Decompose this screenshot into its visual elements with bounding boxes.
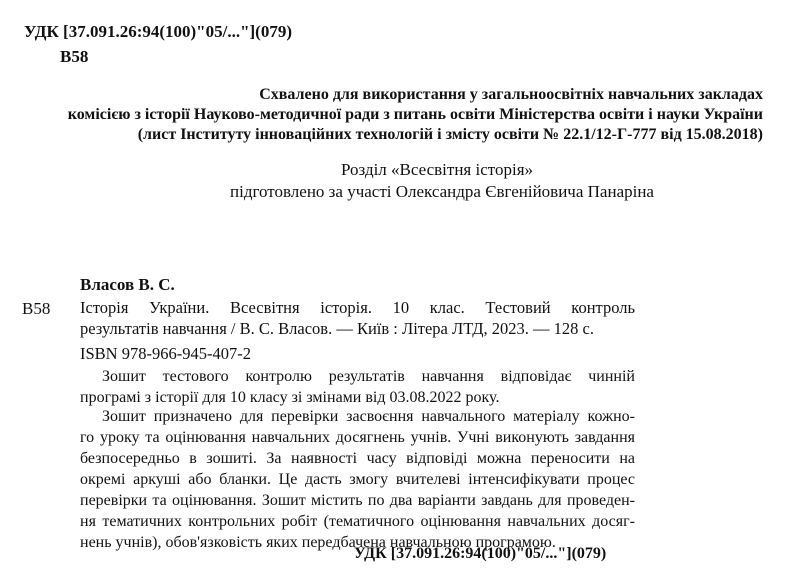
section-title: Розділ «Всесвітня історія»	[341, 160, 534, 179]
annotation-line: ня тематичних контрольних робіт (тематичного оцінювання навчальних досяг-	[80, 513, 635, 530]
annotation-line: го уроку та оцінювання навчальних досягнень учнів. Учні виконують завдання	[80, 429, 635, 446]
annotation-line: окремі аркуші або бланки. Це дасть змогу вчителеві інтенсифікувати процес	[80, 471, 635, 488]
annotation-line: перевірки та оцінювання. Зошит містить по два варіанти завдань для проведен-	[80, 492, 635, 509]
approval-line-3: (лист Інституту інноваційних технологій і змісту освіти № 22.1/12-Г-777 від 15.08.2018)	[137, 126, 763, 143]
annotation-line: безпосередньо в зошиті. За наявності часу відповіді можна переносити на	[80, 450, 635, 467]
annotation-paragraph-1	[80, 366, 635, 408]
author-name: Власов В. С.	[80, 275, 175, 294]
bib-line: Історія України. Всесвітня історія. 10 клас. Тестовий контроль	[80, 298, 635, 317]
annotation-line: нень учнів), обов'язковість яких передбачена навчальною програмою.	[80, 534, 556, 551]
udk-top: УДК [37.091.26:94(100)"05/..."](079)	[24, 22, 293, 41]
approval-line-2: комісією з історії Науково-методичної ради з питань освіти Міністерства освіти і науки України	[67, 106, 763, 123]
library-code-top: В58	[60, 47, 89, 66]
annotation-paragraph-2	[80, 406, 635, 553]
bib-line: результатів навчання / В. С. Власов. — Київ : Літера ЛТД, 2023. — 128 с.	[80, 319, 594, 338]
annotation-line: Зошит тестового контролю результатів навчання відповідає чинній	[102, 368, 635, 385]
bibliographic-record	[80, 297, 635, 339]
isbn: ISBN 978-966-945-407-2	[80, 344, 251, 363]
section-contributor: підготовлено за участі Олександра Євгенійовича Панаріна	[230, 182, 654, 201]
approval-line-1: Схвалено для використання у загальноосвітніх навчальних закладах	[259, 86, 763, 103]
library-code-left: В58	[22, 299, 51, 318]
annotation-line: Зошит призначено для перевірки засвоєння навчального матеріалу кожно-	[102, 408, 635, 425]
udk-bottom: УДК [37.091.26:94(100)"05/..."](079)	[354, 545, 607, 562]
annotation-line: програмі з історії для 10 класу зі змінами від 03.08.2022 року.	[80, 389, 500, 406]
